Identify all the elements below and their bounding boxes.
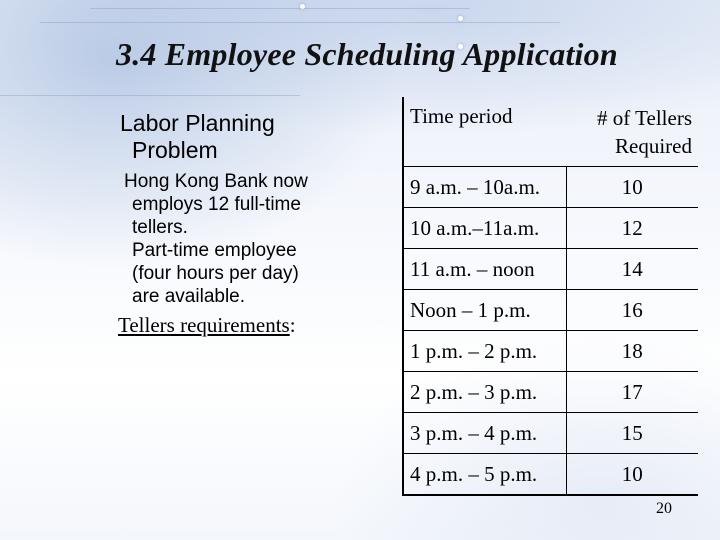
header-tellers-line-2: Required [615,134,692,158]
tellers-cell: 10 [566,454,698,496]
time-period-cell: 1 p.m. – 2 p.m. [403,331,566,372]
decorative-line [40,22,560,23]
table-row [403,290,698,331]
requirements-colon: : [289,313,296,337]
body-line: Hong Kong Bank now [124,171,308,192]
table-row [403,413,698,454]
time-period-cell: Noon – 1 p.m. [403,290,566,331]
table-row [403,454,698,496]
tellers-cell: 10 [566,167,698,208]
header-tellers-required [566,98,698,167]
time-period-cell: 11 a.m. – noon [403,249,566,290]
slide-title: 3.4 Employee Scheduling Application [116,36,618,72]
time-period-cell: 3 p.m. – 4 p.m. [403,413,566,454]
page-number: 20 [656,500,672,517]
tellers-schedule-table [402,97,698,496]
table-header-row [403,98,698,167]
tellers-cell: 18 [566,331,698,372]
header-tellers-line-1: # of Tellers [597,106,692,130]
tellers-cell: 17 [566,372,698,413]
body-line: (four hours per day) [132,263,299,284]
heading-line-1: Labor Planning [120,110,275,136]
problem-description [122,170,382,308]
time-period-cell: 10 a.m.–11a.m. [403,208,566,249]
table-row [403,208,698,249]
section-heading [120,110,380,164]
table-row [403,372,698,413]
time-period-cell: 4 p.m. – 5 p.m. [403,454,566,496]
body-line: Part-time employee [132,240,297,261]
tellers-cell: 14 [566,249,698,290]
body-line: employs 12 full-time [132,194,301,215]
time-period-cell: 9 a.m. – 10a.m. [403,167,566,208]
decorative-dot [458,16,463,21]
requirements-text: Tellers requirements [118,313,290,337]
decorative-line [0,95,300,96]
table-row [403,167,698,208]
tellers-cell: 12 [566,208,698,249]
tellers-cell: 15 [566,413,698,454]
table-row [403,249,698,290]
decorative-dot [300,4,305,9]
body-line: tellers. [132,217,188,238]
tellers-requirements-label [118,313,296,338]
table-row [403,331,698,372]
time-period-cell: 2 p.m. – 3 p.m. [403,372,566,413]
decorative-line [90,8,470,9]
tellers-cell: 16 [566,290,698,331]
header-time-period: Time period [403,98,566,167]
body-line: are available. [132,286,246,307]
heading-line-2: Problem [132,137,218,163]
